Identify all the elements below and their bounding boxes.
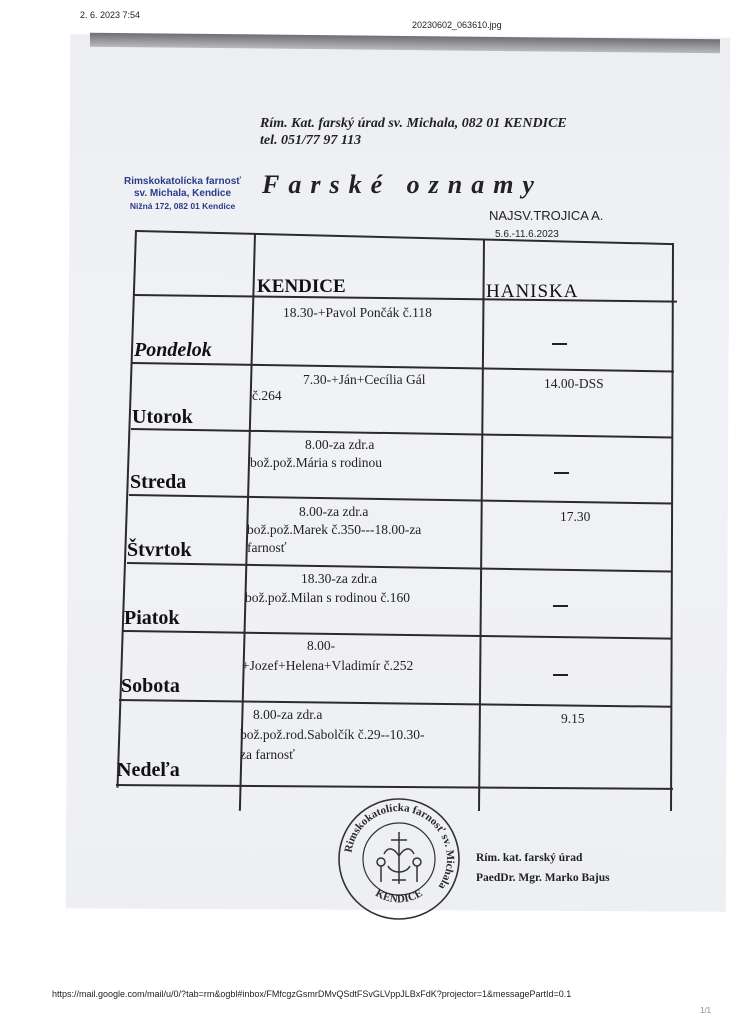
haniska-entry: 9.15 — [561, 711, 585, 726]
stamp-line-3: Nižná 172, 082 01 Kendice — [129, 201, 236, 211]
svg-text:KENDICE — [373, 887, 425, 905]
office-address: Rím. Kat. farský úrad sv. Michala, 082 01 KENDICE — [260, 116, 567, 131]
empty-dash — [552, 343, 567, 345]
print-filename: 20230602_063610.jpg — [412, 20, 502, 30]
office-phone: tel. 051/77 97 113 — [260, 133, 362, 148]
kendice-entry: farnosť — [247, 540, 287, 555]
kendice-entry: 8.00-za zdr.a — [253, 707, 323, 722]
column-header-kendice: KENDICE — [257, 276, 346, 297]
kendice-entry: za farnosť — [240, 747, 295, 762]
column-header-haniska: HANISKA — [486, 281, 579, 302]
seal-ring-text: Rimskokatolícka farnosť sv. Michala — [342, 801, 457, 892]
week-name: NAJSV.TROJICA A. — [489, 208, 604, 223]
kendice-entry: bož.pož.Marek č.350---18.00-za — [247, 522, 422, 537]
stamp-line-1: Rimskokatolícka farnosť — [124, 176, 242, 187]
signature-office: Rím. kat. farský úrad — [476, 852, 583, 864]
print-url: https://mail.google.com/mail/u/0/?tab=rm&ogbl#inbox/FMfcgzGsmrDMvQSdtFSvGLVppJLBxFdK?projector=1&messagePartId=0.1 — [52, 989, 572, 999]
day-label: Piatok — [124, 607, 180, 629]
day-label: Utorok — [132, 406, 193, 428]
kendice-entry: +Jozef+Helena+Vladimír č.252 — [242, 658, 414, 673]
kendice-entry: 7.30-+Ján+Cecília Gál — [303, 372, 426, 387]
kendice-entry: 18.30-za zdr.a — [301, 571, 378, 586]
kendice-entry: č.264 — [252, 388, 282, 403]
day-label: Štvrtok — [127, 539, 192, 561]
kendice-entry: bož.pož.Mária s rodinou — [250, 455, 382, 470]
haniska-entry: 14.00-DSS — [544, 376, 604, 391]
parish-seal — [336, 796, 462, 922]
parish-address-stamp — [124, 176, 241, 212]
empty-dash — [554, 472, 569, 474]
day-label: Sobota — [121, 675, 180, 697]
kendice-entry: 18.30-+Pavol Pončák č.118 — [283, 305, 432, 320]
stamp-line-2: sv. Michala, Kendice — [133, 188, 232, 199]
seal-bottom-text: KENDICE — [373, 887, 425, 906]
signature-priest: PaedDr. Mgr. Marko Bajus — [476, 872, 610, 884]
week-dates: 5.6.-11.6.2023 — [495, 229, 559, 240]
document-title: Farské oznamy — [262, 170, 543, 199]
kendice-entry: 8.00-za zdr.a — [305, 437, 375, 452]
day-label: Nedeľa — [117, 759, 180, 781]
kendice-entry: 8.00-za zdr.a — [299, 504, 369, 519]
print-date: 2. 6. 2023 7:54 — [80, 10, 141, 20]
day-label: Pondelok — [134, 339, 212, 361]
kendice-entry: bož.pož.rod.Sabolčík č.29--10.30- — [240, 727, 425, 742]
archangel-emblem-icon — [377, 832, 421, 884]
haniska-entry: 17.30 — [560, 509, 591, 524]
day-label: Streda — [130, 471, 187, 493]
empty-dash — [553, 674, 568, 676]
empty-dash — [553, 605, 568, 607]
print-page-number: 1/1 — [700, 1006, 712, 1015]
kendice-entry: 8.00- — [307, 638, 336, 653]
kendice-entry: bož.pož.Milan s rodinou č.160 — [245, 590, 410, 605]
